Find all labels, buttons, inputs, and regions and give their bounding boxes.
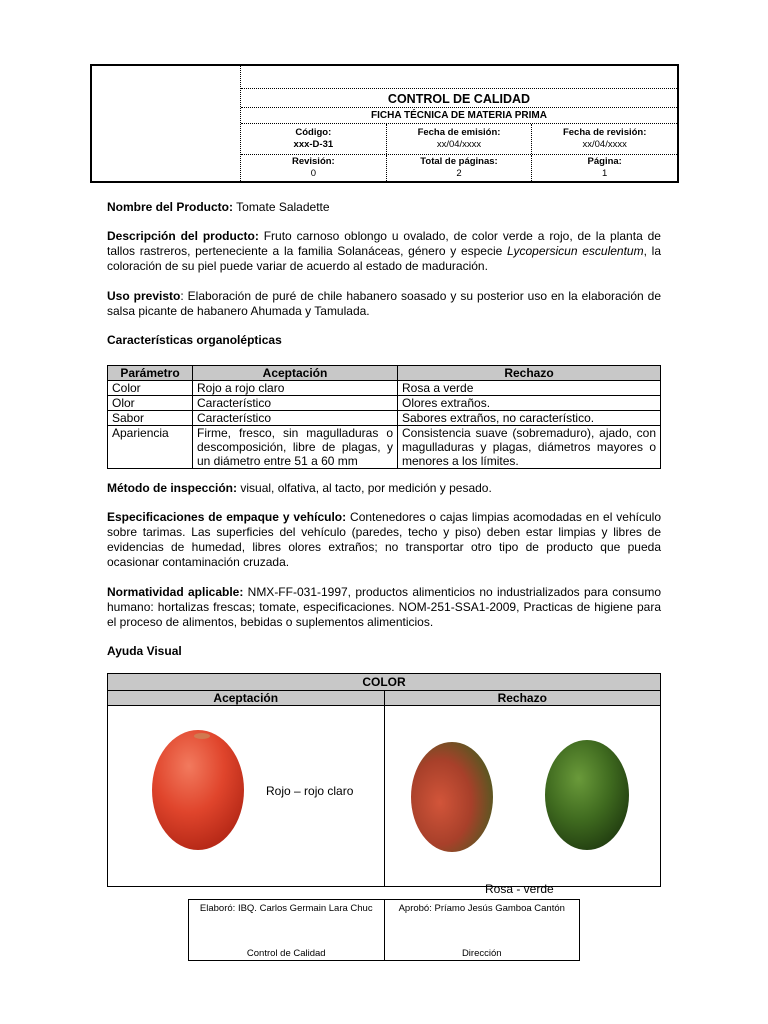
table-cell: Rojo a rojo claro bbox=[193, 381, 398, 396]
product-name-value: Tomate Saladette bbox=[236, 200, 330, 214]
description-species: Lycopersicun esculentum bbox=[507, 244, 644, 258]
table-row bbox=[108, 381, 661, 396]
logo-area bbox=[92, 66, 241, 181]
table-row bbox=[108, 411, 661, 426]
pink-tomato-image bbox=[410, 740, 494, 854]
elaboro-cell bbox=[189, 900, 384, 960]
revision-date-cell bbox=[531, 124, 677, 154]
header-row-1 bbox=[241, 124, 677, 155]
emision-value: xx/04/xxxx bbox=[436, 139, 482, 150]
inspection-label: Método de inspección: bbox=[107, 481, 238, 495]
total-pages-value: 2 bbox=[456, 168, 462, 179]
product-description bbox=[107, 229, 661, 274]
elaboro-area: Control de Calidad bbox=[246, 948, 326, 959]
visual-aid-column-headers bbox=[108, 691, 660, 706]
table-cell: Sabores extraños, no característico. bbox=[398, 411, 661, 426]
regulations-text: NMX-FF-031-1997, productos alimenticios no industrializados para consumo humano: hortalizas frescas; tomate, especificaciones. NOM-251-SSA1-2009, Practicas de higiene para el proceso de alimentos, bebidas o suplementos alimenticios. bbox=[107, 585, 661, 629]
visual-aid-title bbox=[107, 644, 661, 659]
table-cell: Sabor bbox=[108, 411, 193, 426]
page-value: 1 bbox=[602, 168, 608, 179]
aprobo-name: Aprobó: Príamo Jesús Gamboa Cantón bbox=[398, 903, 565, 914]
description-label: Descripción del producto: bbox=[107, 229, 259, 243]
header-row-2 bbox=[241, 155, 677, 181]
table-cell: Apariencia bbox=[108, 426, 193, 469]
aprobo-cell bbox=[384, 900, 580, 960]
table-cell: Rosa a verde bbox=[398, 381, 661, 396]
codigo-cell bbox=[241, 124, 386, 154]
page-label: Página: bbox=[587, 156, 622, 167]
organoleptic-title-text: Características organolépticas bbox=[107, 333, 282, 347]
table-row bbox=[108, 426, 661, 469]
reject-caption: Rosa - verde bbox=[485, 882, 554, 896]
visual-aid-divider bbox=[384, 705, 385, 886]
organoleptic-table bbox=[107, 365, 661, 469]
regulations bbox=[107, 585, 661, 630]
red-tomato-image bbox=[150, 728, 246, 852]
packaging-spec bbox=[107, 510, 661, 570]
total-pages-label: Total de páginas: bbox=[420, 156, 498, 167]
accept-caption: Rojo – rojo claro bbox=[266, 784, 354, 798]
visual-aid-title-text: Ayuda Visual bbox=[107, 644, 182, 658]
table-cell: Color bbox=[108, 381, 193, 396]
emision-label: Fecha de emisión: bbox=[417, 127, 501, 138]
visual-aid-color-header: COLOR bbox=[108, 674, 660, 691]
organoleptic-title bbox=[107, 333, 661, 348]
table-cell: Consistencia suave (sobremaduro), ajado, con magulladuras y plagas, diámetros mayores o menores a los límites. bbox=[398, 426, 661, 469]
inspection-method bbox=[107, 481, 661, 496]
col-rechazo: Rechazo bbox=[398, 366, 661, 381]
emision-cell bbox=[386, 124, 532, 154]
revision-date-label: Fecha de revisión: bbox=[562, 127, 647, 138]
table-cell: Característico bbox=[193, 411, 398, 426]
total-pages-cell bbox=[386, 155, 532, 181]
revision-cell bbox=[241, 155, 386, 181]
table-cell: Olor bbox=[108, 396, 193, 411]
signature-box bbox=[188, 899, 580, 961]
revision-value: 0 bbox=[310, 168, 316, 179]
packaging-text: Contenedores o cajas limpias acomodadas en el vehículo sobre tarimas. Las superficies del vehículo (paredes, techo y piso) deben estar limpias y libres de evidencias de humedad, libres olores extraños; no transportar otro tipo de producto que pueda ocasionar contaminación cruzada. bbox=[107, 510, 661, 569]
green-tomato-image bbox=[544, 738, 630, 852]
document-header bbox=[90, 64, 679, 183]
revision-label: Revisión: bbox=[291, 156, 335, 167]
product-name-label: Nombre del Producto: bbox=[107, 200, 234, 214]
use-text: : Elaboración de puré de chile habanero soasado y su posterior uso en la elaboración de salsa picante de habanero Ahumada y Tamulada. bbox=[107, 289, 662, 318]
header-blank-row bbox=[241, 66, 677, 89]
revision-date-value: xx/04/xxxx bbox=[582, 139, 627, 150]
table-row bbox=[108, 396, 661, 411]
visual-aid-accept-header: Aceptación bbox=[213, 691, 279, 705]
visual-aid-box bbox=[107, 673, 661, 887]
col-parametro: Parámetro bbox=[108, 366, 193, 381]
packaging-label: Especificaciones de empaque y vehículo: bbox=[107, 510, 347, 524]
header-subtitle: FICHA TÉCNICA DE MATERIA PRIMA bbox=[241, 108, 677, 124]
table-header-row bbox=[108, 366, 661, 381]
codigo-value: xxx-D-31 bbox=[293, 139, 334, 150]
table-cell: Firme, fresco, sin magulladuras o descomposición, libre de plagas, y un diámetro entre 51 a 60 mm bbox=[193, 426, 398, 469]
table-cell: Característico bbox=[193, 396, 398, 411]
description-text-b: , la coloración de su piel puede variar de acuerdo al estado de maduración. bbox=[107, 244, 661, 273]
inspection-text: visual, olfativa, al tacto, por medición y pesado. bbox=[237, 481, 492, 495]
intended-use bbox=[107, 289, 661, 319]
header-title: CONTROL DE CALIDAD bbox=[241, 89, 677, 108]
table-cell: Olores extraños. bbox=[398, 396, 661, 411]
codigo-label: Código: bbox=[295, 127, 332, 138]
description-text-a: Fruto carnoso oblongo u ovalado, de color verde a rojo, de la planta de tallos rastreros, perteneciente a la familia Solanáceas, género y especie bbox=[107, 229, 661, 258]
use-label: Uso previsto bbox=[107, 289, 181, 303]
aprobo-area: Dirección bbox=[461, 948, 502, 959]
page-cell bbox=[531, 155, 677, 181]
col-aceptacion: Aceptación bbox=[193, 366, 398, 381]
elaboro-name: Elaboró: IBQ. Carlos Germain Lara Chuc bbox=[199, 903, 373, 914]
product-name bbox=[107, 200, 661, 215]
regulations-label: Normatividad aplicable: bbox=[107, 585, 244, 599]
visual-aid-reject-header: Rechazo bbox=[384, 691, 661, 705]
